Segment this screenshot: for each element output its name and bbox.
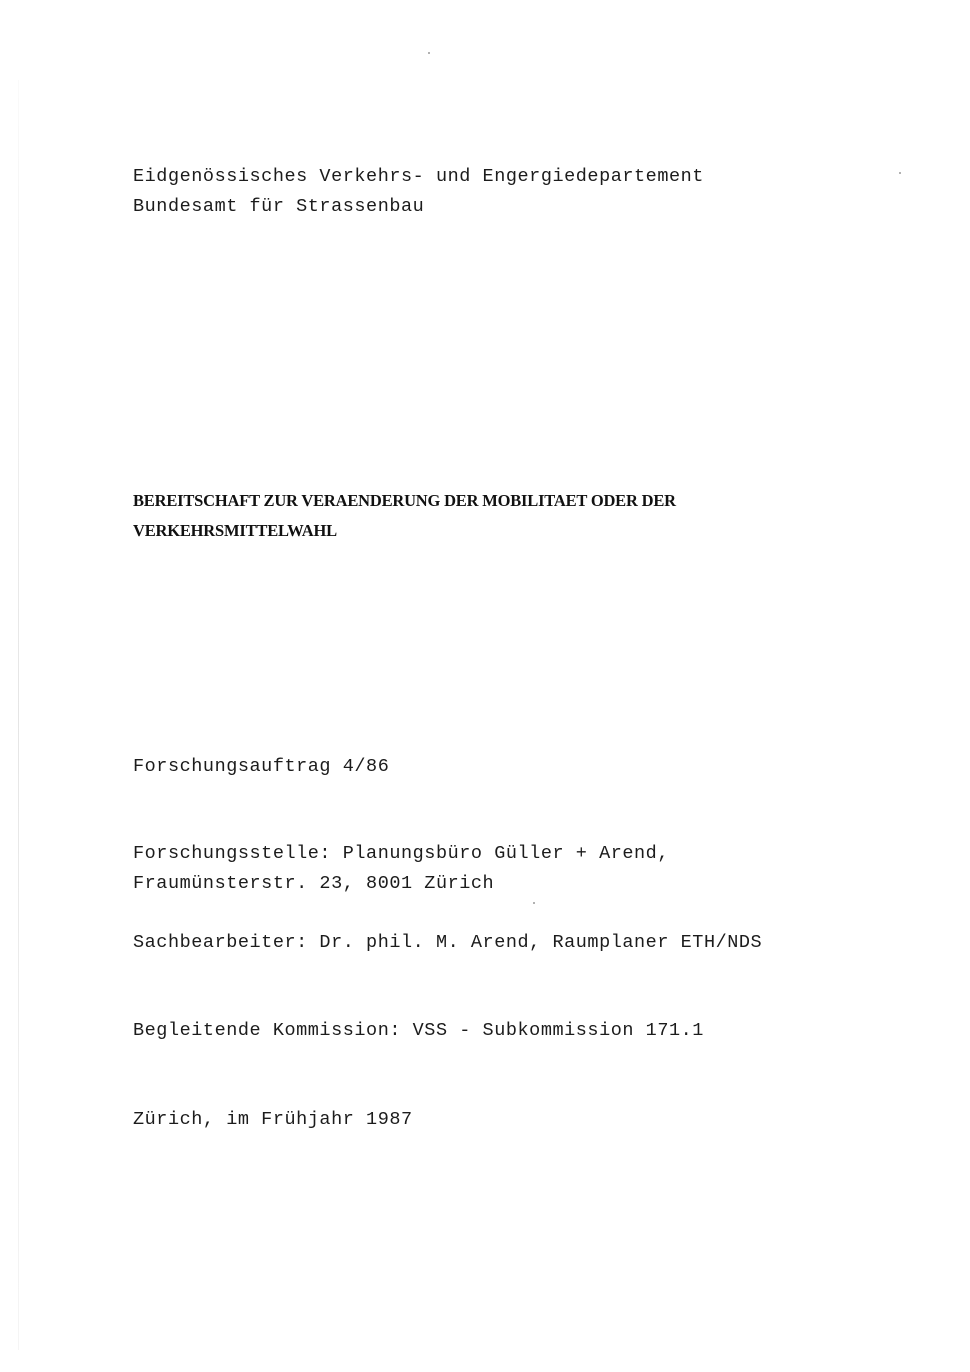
scan-speck xyxy=(533,902,535,904)
scan-speck xyxy=(428,52,430,54)
scan-speck xyxy=(899,172,901,174)
document-title-line-2: VERKEHRSMITTELWAHL xyxy=(133,521,337,540)
scan-edge-shadow xyxy=(18,80,19,1350)
document-title-line-1: BEREITSCHAFT ZUR VERAENDERUNG DER MOBILITAET ODER DER xyxy=(133,491,676,510)
header-office: Bundesamt für Strassenbau xyxy=(133,196,425,217)
research-office-line-2: Fraumünsterstr. 23, 8001 Zürich xyxy=(133,873,495,894)
case-officer: Sachbearbeiter: Dr. phil. M. Arend, Raumplaner ETH/NDS xyxy=(133,932,763,953)
research-order: Forschungsauftrag 4/86 xyxy=(133,756,390,777)
accompanying-commission: Begleitende Kommission: VSS - Subkommission 171.1 xyxy=(133,1020,704,1041)
research-office-line-1: Forschungsstelle: Planungsbüro Güller + Arend, xyxy=(133,843,669,864)
place-and-date: Zürich, im Frühjahr 1987 xyxy=(133,1109,413,1130)
header-department: Eidgenössisches Verkehrs- und Engergiedepartement xyxy=(133,166,704,187)
